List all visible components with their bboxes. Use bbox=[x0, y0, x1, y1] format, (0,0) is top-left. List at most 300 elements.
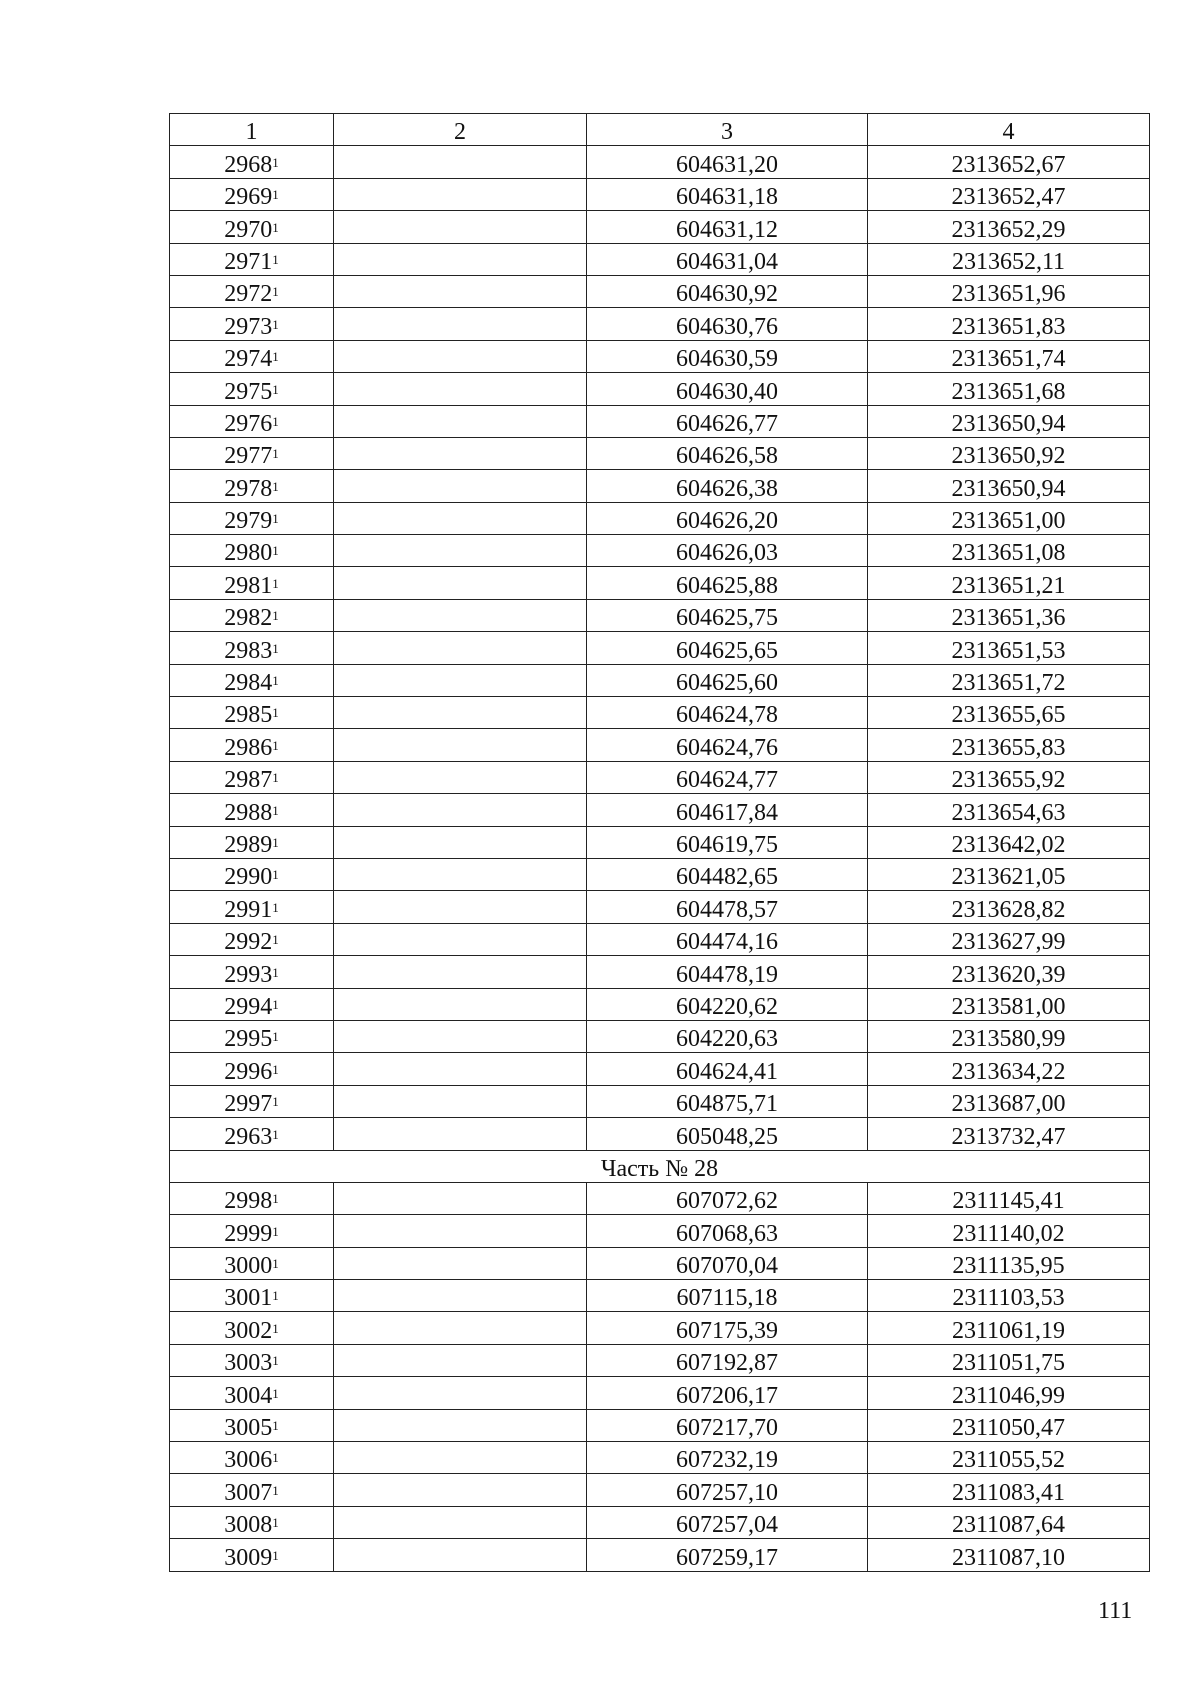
point-number-superscript: 1 bbox=[272, 187, 279, 203]
column-2-cell bbox=[334, 535, 587, 567]
point-number-superscript: 1 bbox=[272, 154, 279, 170]
point-number-cell bbox=[170, 437, 334, 469]
point-number-superscript: 1 bbox=[272, 1353, 279, 1369]
point-number-superscript: 1 bbox=[272, 251, 279, 267]
table-row bbox=[170, 308, 1150, 340]
x-coordinate-cell: 604617,84 bbox=[587, 794, 868, 826]
point-number-cell bbox=[170, 502, 334, 534]
point-number: 2976 bbox=[224, 410, 273, 437]
x-coordinate-cell: 604631,18 bbox=[587, 178, 868, 210]
point-number: 3006 bbox=[224, 1447, 273, 1474]
coordinates-table-body bbox=[170, 114, 1150, 1572]
x-coordinate-cell: 604624,78 bbox=[587, 697, 868, 729]
point-number-superscript: 1 bbox=[272, 381, 279, 397]
point-number-cell bbox=[170, 405, 334, 437]
point-number: 2978 bbox=[224, 475, 273, 502]
x-coordinate-cell: 604631,20 bbox=[587, 146, 868, 178]
y-coordinate-cell: 2311051,75 bbox=[868, 1344, 1150, 1376]
point-number-cell bbox=[170, 340, 334, 372]
point-number: 2983 bbox=[224, 637, 273, 664]
point-number-superscript: 1 bbox=[272, 640, 279, 656]
table-row bbox=[170, 599, 1150, 631]
y-coordinate-cell: 2313642,02 bbox=[868, 826, 1150, 858]
point-number: 2991 bbox=[224, 896, 273, 923]
column-2-cell bbox=[334, 1442, 587, 1474]
point-number: 2997 bbox=[224, 1091, 273, 1118]
point-number-cell bbox=[170, 243, 334, 275]
table-row bbox=[170, 437, 1150, 469]
point-number-cell bbox=[170, 1280, 334, 1312]
header-col-4: 4 bbox=[868, 114, 1150, 146]
point-number-superscript: 1 bbox=[272, 446, 279, 462]
column-2-cell bbox=[334, 858, 587, 890]
x-coordinate-cell: 607192,87 bbox=[587, 1344, 868, 1376]
x-coordinate-cell: 604626,38 bbox=[587, 470, 868, 502]
y-coordinate-cell: 2313651,08 bbox=[868, 535, 1150, 567]
point-number: 2972 bbox=[224, 281, 273, 308]
y-coordinate-cell: 2313652,29 bbox=[868, 211, 1150, 243]
x-coordinate-cell: 604630,76 bbox=[587, 308, 868, 340]
point-number-cell bbox=[170, 632, 334, 664]
table-row bbox=[170, 373, 1150, 405]
coordinates-table bbox=[169, 113, 1150, 1572]
point-number-cell bbox=[170, 1312, 334, 1344]
y-coordinate-cell: 2313650,94 bbox=[868, 405, 1150, 437]
y-coordinate-cell: 2313652,11 bbox=[868, 243, 1150, 275]
table-row bbox=[170, 923, 1150, 955]
y-coordinate-cell: 2313652,67 bbox=[868, 146, 1150, 178]
table-row bbox=[170, 1085, 1150, 1117]
point-number-cell bbox=[170, 761, 334, 793]
point-number: 2992 bbox=[224, 929, 273, 956]
column-2-cell bbox=[334, 1506, 587, 1538]
point-number-superscript: 1 bbox=[272, 1482, 279, 1498]
x-coordinate-cell: 604625,75 bbox=[587, 599, 868, 631]
y-coordinate-cell: 2313651,36 bbox=[868, 599, 1150, 631]
y-coordinate-cell: 2311055,52 bbox=[868, 1442, 1150, 1474]
x-coordinate-cell: 604478,57 bbox=[587, 891, 868, 923]
point-number: 2973 bbox=[224, 313, 273, 340]
table-row bbox=[170, 178, 1150, 210]
table-row bbox=[170, 761, 1150, 793]
table-row bbox=[170, 1020, 1150, 1052]
y-coordinate-cell: 2313651,74 bbox=[868, 340, 1150, 372]
table-row bbox=[170, 470, 1150, 502]
y-coordinate-cell: 2313651,00 bbox=[868, 502, 1150, 534]
point-number-superscript: 1 bbox=[272, 511, 279, 527]
y-coordinate-cell: 2313651,53 bbox=[868, 632, 1150, 664]
point-number: 3001 bbox=[224, 1285, 273, 1312]
point-number-superscript: 1 bbox=[272, 543, 279, 559]
point-number: 2963 bbox=[224, 1123, 273, 1150]
x-coordinate-cell: 607257,04 bbox=[587, 1506, 868, 1538]
point-number-cell bbox=[170, 1182, 334, 1214]
point-number: 3002 bbox=[224, 1317, 273, 1344]
column-2-cell bbox=[334, 437, 587, 469]
table-row bbox=[170, 1280, 1150, 1312]
point-number-superscript: 1 bbox=[272, 964, 279, 980]
point-number-superscript: 1 bbox=[272, 1061, 279, 1077]
point-number-superscript: 1 bbox=[272, 1256, 279, 1272]
point-number-cell bbox=[170, 826, 334, 858]
point-number: 3009 bbox=[224, 1544, 273, 1571]
y-coordinate-cell: 2311135,95 bbox=[868, 1247, 1150, 1279]
point-number-cell bbox=[170, 308, 334, 340]
y-coordinate-cell: 2313628,82 bbox=[868, 891, 1150, 923]
point-number-cell bbox=[170, 794, 334, 826]
point-number-cell bbox=[170, 1474, 334, 1506]
point-number: 2971 bbox=[224, 248, 273, 275]
column-2-cell bbox=[334, 405, 587, 437]
table-row bbox=[170, 697, 1150, 729]
column-2-cell bbox=[334, 988, 587, 1020]
x-coordinate-cell: 604626,58 bbox=[587, 437, 868, 469]
point-number: 2977 bbox=[224, 443, 273, 470]
table-row bbox=[170, 664, 1150, 696]
y-coordinate-cell: 2311087,10 bbox=[868, 1539, 1150, 1571]
y-coordinate-cell: 2311145,41 bbox=[868, 1182, 1150, 1214]
x-coordinate-cell: 604624,77 bbox=[587, 761, 868, 793]
x-coordinate-cell: 604630,40 bbox=[587, 373, 868, 405]
point-number-superscript: 1 bbox=[272, 1418, 279, 1434]
column-2-cell bbox=[334, 664, 587, 696]
y-coordinate-cell: 2313651,21 bbox=[868, 567, 1150, 599]
x-coordinate-cell: 607206,17 bbox=[587, 1377, 868, 1409]
point-number-cell bbox=[170, 664, 334, 696]
point-number: 2970 bbox=[224, 216, 273, 243]
column-2-cell bbox=[334, 956, 587, 988]
table-row bbox=[170, 1409, 1150, 1441]
point-number-cell bbox=[170, 275, 334, 307]
point-number-cell bbox=[170, 1506, 334, 1538]
point-number: 2996 bbox=[224, 1058, 273, 1085]
x-coordinate-cell: 604626,03 bbox=[587, 535, 868, 567]
column-2-cell bbox=[334, 1053, 587, 1085]
y-coordinate-cell: 2313621,05 bbox=[868, 858, 1150, 890]
x-coordinate-cell: 604625,60 bbox=[587, 664, 868, 696]
y-coordinate-cell: 2313651,96 bbox=[868, 275, 1150, 307]
point-number-superscript: 1 bbox=[272, 867, 279, 883]
point-number-cell bbox=[170, 1409, 334, 1441]
y-coordinate-cell: 2313687,00 bbox=[868, 1085, 1150, 1117]
point-number-superscript: 1 bbox=[272, 1547, 279, 1563]
point-number-superscript: 1 bbox=[272, 1094, 279, 1110]
y-coordinate-cell: 2313651,68 bbox=[868, 373, 1150, 405]
point-number-cell bbox=[170, 211, 334, 243]
point-number-cell bbox=[170, 146, 334, 178]
column-2-cell bbox=[334, 1280, 587, 1312]
x-coordinate-cell: 604220,63 bbox=[587, 1020, 868, 1052]
point-number-superscript: 1 bbox=[272, 284, 279, 300]
y-coordinate-cell: 2311061,19 bbox=[868, 1312, 1150, 1344]
x-coordinate-cell: 607068,63 bbox=[587, 1215, 868, 1247]
x-coordinate-cell: 604631,12 bbox=[587, 211, 868, 243]
column-2-cell bbox=[334, 275, 587, 307]
table-row bbox=[170, 891, 1150, 923]
y-coordinate-cell: 2311083,41 bbox=[868, 1474, 1150, 1506]
point-number: 2987 bbox=[224, 767, 273, 794]
point-number: 2999 bbox=[224, 1220, 273, 1247]
point-number: 2974 bbox=[224, 346, 273, 373]
point-number: 3004 bbox=[224, 1382, 273, 1409]
point-number: 2975 bbox=[224, 378, 273, 405]
y-coordinate-cell: 2313655,65 bbox=[868, 697, 1150, 729]
column-2-cell bbox=[334, 1409, 587, 1441]
column-2-cell bbox=[334, 1377, 587, 1409]
y-coordinate-cell: 2313650,92 bbox=[868, 437, 1150, 469]
column-2-cell bbox=[334, 146, 587, 178]
x-coordinate-cell: 604624,41 bbox=[587, 1053, 868, 1085]
point-number-cell bbox=[170, 697, 334, 729]
point-number: 2986 bbox=[224, 734, 273, 761]
point-number-cell bbox=[170, 1377, 334, 1409]
column-2-cell bbox=[334, 761, 587, 793]
point-number-superscript: 1 bbox=[272, 1126, 279, 1142]
y-coordinate-cell: 2313651,72 bbox=[868, 664, 1150, 696]
point-number-superscript: 1 bbox=[272, 1029, 279, 1045]
table-row bbox=[170, 502, 1150, 534]
point-number-cell bbox=[170, 923, 334, 955]
table-row bbox=[170, 1506, 1150, 1538]
y-coordinate-cell: 2313620,39 bbox=[868, 956, 1150, 988]
column-2-cell bbox=[334, 308, 587, 340]
column-2-cell bbox=[334, 1247, 587, 1279]
table-row bbox=[170, 243, 1150, 275]
header-col-3: 3 bbox=[587, 114, 868, 146]
column-2-cell bbox=[334, 729, 587, 761]
x-coordinate-cell: 607259,17 bbox=[587, 1539, 868, 1571]
point-number-cell bbox=[170, 599, 334, 631]
table-row bbox=[170, 1215, 1150, 1247]
x-coordinate-cell: 607175,39 bbox=[587, 1312, 868, 1344]
x-coordinate-cell: 604625,65 bbox=[587, 632, 868, 664]
x-coordinate-cell: 604478,19 bbox=[587, 956, 868, 988]
point-number: 3007 bbox=[224, 1479, 273, 1506]
column-2-cell bbox=[334, 1312, 587, 1344]
table-row bbox=[170, 1247, 1150, 1279]
column-2-cell bbox=[334, 632, 587, 664]
x-coordinate-cell: 607257,10 bbox=[587, 1474, 868, 1506]
table-row bbox=[170, 1377, 1150, 1409]
table-row bbox=[170, 988, 1150, 1020]
point-number-cell bbox=[170, 1344, 334, 1376]
point-number-superscript: 1 bbox=[272, 1515, 279, 1531]
column-2-cell bbox=[334, 826, 587, 858]
x-coordinate-cell: 607070,04 bbox=[587, 1247, 868, 1279]
point-number: 2998 bbox=[224, 1188, 273, 1215]
point-number-superscript: 1 bbox=[272, 802, 279, 818]
column-2-cell bbox=[334, 794, 587, 826]
point-number-superscript: 1 bbox=[272, 1191, 279, 1207]
point-number-cell bbox=[170, 470, 334, 502]
point-number-cell bbox=[170, 1442, 334, 1474]
point-number-superscript: 1 bbox=[272, 770, 279, 786]
point-number: 2985 bbox=[224, 702, 273, 729]
y-coordinate-cell: 2313732,47 bbox=[868, 1118, 1150, 1150]
column-2-cell bbox=[334, 178, 587, 210]
x-coordinate-cell: 604626,20 bbox=[587, 502, 868, 534]
column-2-cell bbox=[334, 243, 587, 275]
page-number: 111 bbox=[1098, 1598, 1133, 1624]
column-2-cell bbox=[334, 502, 587, 534]
point-number-superscript: 1 bbox=[272, 1450, 279, 1466]
point-number: 2994 bbox=[224, 993, 273, 1020]
table-row bbox=[170, 1539, 1150, 1571]
point-number-superscript: 1 bbox=[272, 413, 279, 429]
x-coordinate-cell: 604625,88 bbox=[587, 567, 868, 599]
x-coordinate-cell: 607072,62 bbox=[587, 1182, 868, 1214]
point-number-superscript: 1 bbox=[272, 1320, 279, 1336]
column-2-cell bbox=[334, 1539, 587, 1571]
table-row bbox=[170, 1442, 1150, 1474]
x-coordinate-cell: 607232,19 bbox=[587, 1442, 868, 1474]
point-number-superscript: 1 bbox=[272, 478, 279, 494]
x-coordinate-cell: 604630,59 bbox=[587, 340, 868, 372]
table-row bbox=[170, 1118, 1150, 1150]
point-number-superscript: 1 bbox=[272, 899, 279, 915]
point-number: 3003 bbox=[224, 1350, 273, 1377]
table-row bbox=[170, 1344, 1150, 1376]
table-row bbox=[170, 632, 1150, 664]
point-number: 2990 bbox=[224, 864, 273, 891]
table-row bbox=[170, 567, 1150, 599]
y-coordinate-cell: 2311087,64 bbox=[868, 1506, 1150, 1538]
point-number-cell bbox=[170, 1247, 334, 1279]
point-number-superscript: 1 bbox=[272, 1288, 279, 1304]
point-number: 2995 bbox=[224, 1026, 273, 1053]
table-row bbox=[170, 956, 1150, 988]
x-coordinate-cell: 604624,76 bbox=[587, 729, 868, 761]
table-row bbox=[170, 340, 1150, 372]
point-number-superscript: 1 bbox=[272, 673, 279, 689]
point-number-cell bbox=[170, 988, 334, 1020]
point-number: 2984 bbox=[224, 670, 273, 697]
section-row bbox=[170, 1150, 1150, 1182]
point-number-cell bbox=[170, 729, 334, 761]
y-coordinate-cell: 2311140,02 bbox=[868, 1215, 1150, 1247]
column-2-cell bbox=[334, 1474, 587, 1506]
column-2-cell bbox=[334, 567, 587, 599]
point-number-cell bbox=[170, 1118, 334, 1150]
point-number-cell bbox=[170, 1020, 334, 1052]
table-row bbox=[170, 211, 1150, 243]
x-coordinate-cell: 607217,70 bbox=[587, 1409, 868, 1441]
point-number-superscript: 1 bbox=[272, 608, 279, 624]
header-col-1: 1 bbox=[170, 114, 334, 146]
x-coordinate-cell: 605048,25 bbox=[587, 1118, 868, 1150]
header-col-2: 2 bbox=[334, 114, 587, 146]
x-coordinate-cell: 604631,04 bbox=[587, 243, 868, 275]
column-2-cell bbox=[334, 211, 587, 243]
table-row bbox=[170, 1182, 1150, 1214]
section-title: Часть № 28 bbox=[170, 1150, 1150, 1182]
point-number: 2982 bbox=[224, 605, 273, 632]
column-2-cell bbox=[334, 340, 587, 372]
point-number-cell bbox=[170, 1215, 334, 1247]
point-number: 2979 bbox=[224, 508, 273, 535]
point-number: 2968 bbox=[224, 151, 273, 178]
point-number-cell bbox=[170, 178, 334, 210]
table-row bbox=[170, 275, 1150, 307]
x-coordinate-cell: 604619,75 bbox=[587, 826, 868, 858]
y-coordinate-cell: 2313652,47 bbox=[868, 178, 1150, 210]
y-coordinate-cell: 2313627,99 bbox=[868, 923, 1150, 955]
column-2-cell bbox=[334, 923, 587, 955]
table-row bbox=[170, 794, 1150, 826]
point-number-superscript: 1 bbox=[272, 316, 279, 332]
point-number-cell bbox=[170, 956, 334, 988]
y-coordinate-cell: 2313581,00 bbox=[868, 988, 1150, 1020]
column-2-cell bbox=[334, 891, 587, 923]
point-number-cell bbox=[170, 373, 334, 405]
point-number-superscript: 1 bbox=[272, 1223, 279, 1239]
column-2-cell bbox=[334, 1215, 587, 1247]
y-coordinate-cell: 2313634,22 bbox=[868, 1053, 1150, 1085]
x-coordinate-cell: 604474,16 bbox=[587, 923, 868, 955]
y-coordinate-cell: 2313655,83 bbox=[868, 729, 1150, 761]
table-row bbox=[170, 405, 1150, 437]
point-number: 3005 bbox=[224, 1415, 273, 1442]
table-row bbox=[170, 1053, 1150, 1085]
x-coordinate-cell: 604220,62 bbox=[587, 988, 868, 1020]
y-coordinate-cell: 2311103,53 bbox=[868, 1280, 1150, 1312]
point-number: 3008 bbox=[224, 1512, 273, 1539]
point-number: 2988 bbox=[224, 799, 273, 826]
x-coordinate-cell: 604875,71 bbox=[587, 1085, 868, 1117]
y-coordinate-cell: 2313580,99 bbox=[868, 1020, 1150, 1052]
column-2-cell bbox=[334, 1344, 587, 1376]
point-number-cell bbox=[170, 567, 334, 599]
y-coordinate-cell: 2313651,83 bbox=[868, 308, 1150, 340]
point-number-superscript: 1 bbox=[272, 996, 279, 1012]
point-number: 2993 bbox=[224, 961, 273, 988]
table-row bbox=[170, 858, 1150, 890]
point-number: 2981 bbox=[224, 572, 273, 599]
column-2-cell bbox=[334, 1085, 587, 1117]
y-coordinate-cell: 2313654,63 bbox=[868, 794, 1150, 826]
column-2-cell bbox=[334, 470, 587, 502]
point-number-cell bbox=[170, 858, 334, 890]
y-coordinate-cell: 2311046,99 bbox=[868, 1377, 1150, 1409]
column-2-cell bbox=[334, 1118, 587, 1150]
point-number: 2980 bbox=[224, 540, 273, 567]
column-2-cell bbox=[334, 599, 587, 631]
table-row bbox=[170, 146, 1150, 178]
column-2-cell bbox=[334, 373, 587, 405]
point-number-superscript: 1 bbox=[272, 575, 279, 591]
column-2-cell bbox=[334, 1020, 587, 1052]
x-coordinate-cell: 607115,18 bbox=[587, 1280, 868, 1312]
y-coordinate-cell: 2313655,92 bbox=[868, 761, 1150, 793]
table-row bbox=[170, 826, 1150, 858]
point-number-cell bbox=[170, 535, 334, 567]
point-number-superscript: 1 bbox=[272, 932, 279, 948]
table-row bbox=[170, 535, 1150, 567]
point-number-cell bbox=[170, 1053, 334, 1085]
column-2-cell bbox=[334, 697, 587, 729]
point-number-superscript: 1 bbox=[272, 834, 279, 850]
point-number: 3000 bbox=[224, 1253, 273, 1280]
x-coordinate-cell: 604482,65 bbox=[587, 858, 868, 890]
point-number-superscript: 1 bbox=[272, 219, 279, 235]
table-row bbox=[170, 1312, 1150, 1344]
table-row bbox=[170, 729, 1150, 761]
point-number-cell bbox=[170, 1539, 334, 1571]
x-coordinate-cell: 604626,77 bbox=[587, 405, 868, 437]
y-coordinate-cell: 2311050,47 bbox=[868, 1409, 1150, 1441]
column-2-cell bbox=[334, 1182, 587, 1214]
point-number-superscript: 1 bbox=[272, 349, 279, 365]
